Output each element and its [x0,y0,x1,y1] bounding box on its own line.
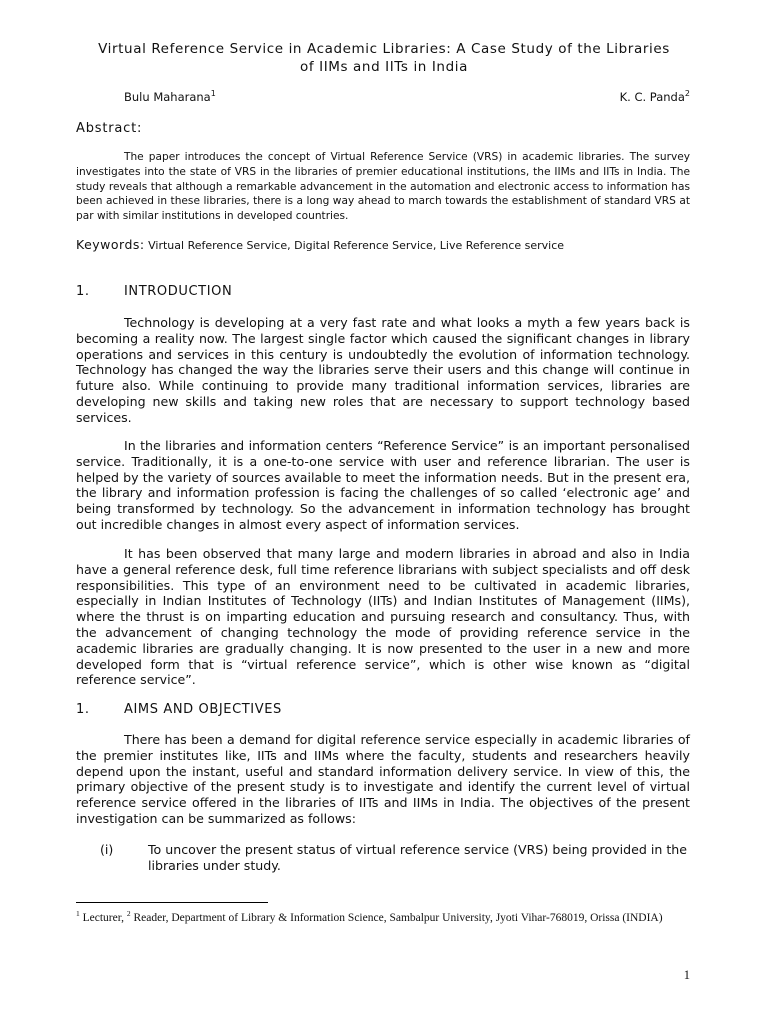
section-number: 1. [76,284,90,299]
section-heading-introduction [76,284,232,299]
aims-paragraph-1: There has been a demand for digital reference service especially in academic libraries of the premier institutes like, IITs and IIMs where the faculty, students and researchers heavily depend upon the instant, useful and standard information delivery service. In view of this, the primary objective of the present study is to investigate and identify the current level of virtual reference service offered in the libraries of IITs and IIMs in India. The objectives of the present investigation can be summarized as follows: [76,732,690,826]
author-1-affiliation-mark: 1 [210,89,216,98]
abstract-heading: Abstract: [76,121,143,136]
abstract-text: The paper introduces the concept of Virtual Reference Service (VRS) in academic libraries. The survey investigates into the state of VRS in the libraries of premier educational institutions, the IIMs and IITs in India. The study reveals that although a remarkable advancement in the automation and electronic access to information has been achieved in these libraries, there is a long way ahead to march towards the establishment of standard VRS at par with similar institutions in developed countries. [76,151,690,223]
intro-paragraph-3: It has been observed that many large and modern libraries in abroad and also in India have a general reference desk, full time reference librarians with subject specialists and off desk responsibilities. This type of an environment need to be cultivated in academic libraries, especially in Indian Institutes of Technology (IITs) and Indian Institutes of Management (IIMs), where the thrust is on imparting education and pursuing research and consultancy. Thus, with the advancement of changing technology the mode of providing reference service in the academic libraries are gradually changing. It is now presented to the user in a new and more developed form that is “virtual reference service”, which is other wise known as “digital reference service”. [76,546,690,688]
intro-paragraph-2: In the libraries and information centers “Reference Service” is an important personalised service. Traditionally, it is a one-to-one service with user and reference librarian. The user is helped by the variety of sources available to meet the information needs. But in the present era, the library and information profession is facing the challenges of so called ‘electronic age’ and being transformed by technology. So the advancement in information technology has brought out incredible changes in almost every aspect of information services. [76,438,690,532]
author-1: Bulu Maharana$^1$ [124,89,216,104]
author-2: K. C. Panda$^2$ [619,89,690,104]
keywords [76,237,690,252]
page-number: 1 [683,968,690,982]
section-title: AIMS AND OBJECTIVES [124,702,282,717]
objective-list-item [100,842,690,874]
paper-title: Virtual Reference Service in Academic Libraries: A Case Study of the Libraries of IIMs and IITs in India [98,41,670,75]
list-item-text: To uncover the present status of virtual reference service (VRS) being provided in the libraries under study. [148,842,687,873]
footnote-mark-1: 1 [76,909,80,918]
footnote-divider [76,902,268,903]
intro-paragraph-1: Technology is developing at a very fast rate and what looks a myth a few years back is becoming a reality now. The largest single factor which caused the significant changes in library operations and services in this century is undoubtedly the evolution of information technology. Technology has changed the way the libraries serve their users and this change will continue in future also. While continuing to provide many traditional information services, libraries are developing new skills and taking new roles that are necessary to support technology based services. [76,315,690,425]
keywords-text: Virtual Reference Service, Digital Reference Service, Live Reference service [148,239,565,252]
author-line [124,89,690,104]
section-heading-aims [76,702,282,717]
footnote-mark-2: 2 [126,909,131,918]
section-title: INTRODUCTION [124,284,233,299]
footnote: $^1$ Lecturer, $^2$ Reader, Department of Library & Information Science, Sambalpur University, Jyoti Vihar-768019, Orissa (INDIA) [76,909,663,924]
author-2-affiliation-mark: 2 [684,89,690,98]
keywords-label: Keywords: [76,237,145,252]
section-number: 1. [76,702,90,717]
list-marker: (i) [100,842,114,857]
